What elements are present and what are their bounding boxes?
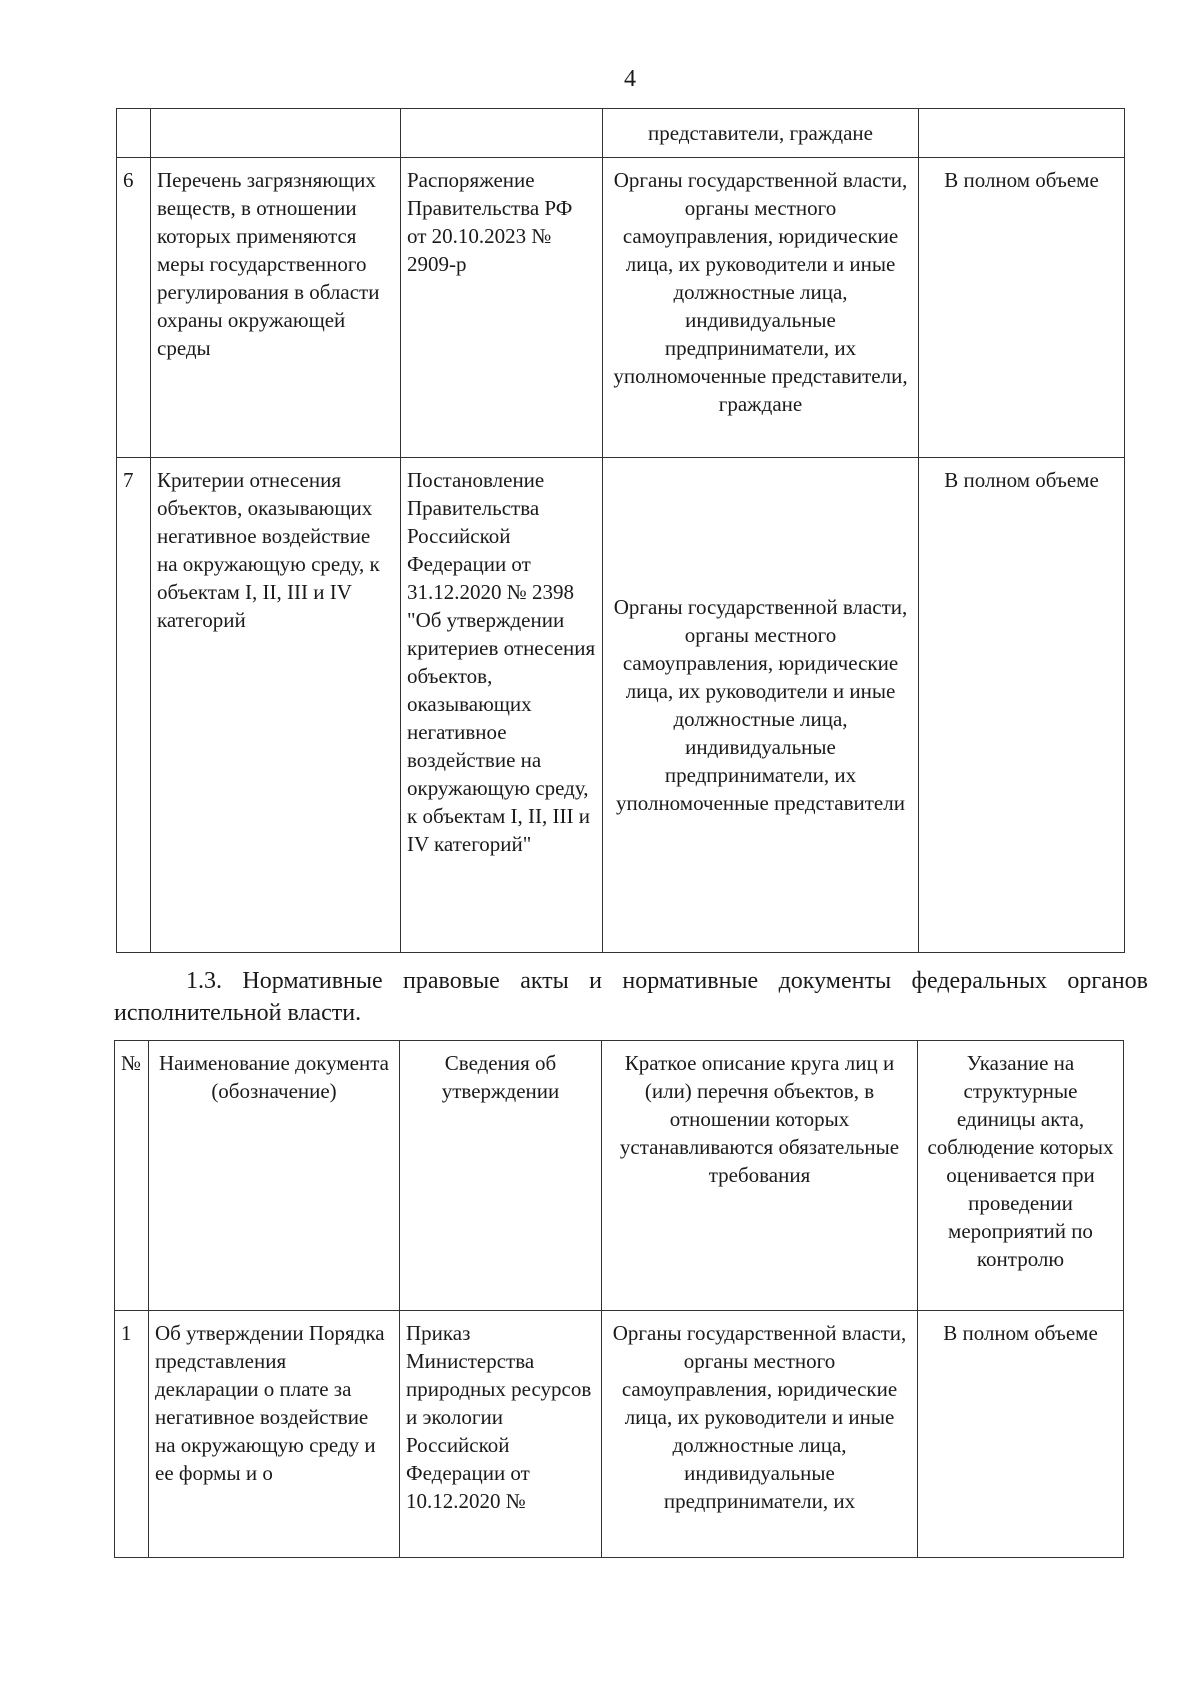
subjects-text: Органы государственной власти, органы местного самоуправления, юридические лица, их руководители и иные должностные лица, индивидуальные предприниматели, их уполномоченные представители (613, 595, 908, 815)
header-subjects-text: Краткое описание круга лиц и (или) перечня объектов, в отношении которых устанавливаются обязательные требования (619, 1051, 900, 1187)
column-header-approval (400, 1041, 602, 1311)
scope-cell (919, 458, 1125, 953)
approval-info-cell (400, 1311, 602, 1558)
table-row (117, 458, 1125, 953)
column-header-name (149, 1041, 400, 1311)
header-scope-text: Указание на структурные единицы акта, соблюдение которых оценивается при проведении мероприятий по контролю (927, 1051, 1114, 1271)
header-approval-text: Сведения об утверждении (441, 1051, 560, 1103)
document-name-cell (149, 1311, 400, 1558)
row-number: 6 (123, 168, 134, 192)
table-row (117, 109, 1125, 158)
header-number-text: № (121, 1051, 142, 1075)
approval-info: Распоряжение Правительства РФ от 20.10.2023 № 2909-р (407, 168, 573, 276)
approval-info: Постановление Правительства Российской Федерации от 31.12.2020 № 2398 "Об утверждении критериев отнесения объектов, оказывающих негативное воздействие на окружающую среду, к объектам I, II, III и IV категорий" (407, 468, 596, 856)
approval-info-cell (401, 458, 603, 953)
column-header-number (115, 1041, 149, 1311)
approval-info-cell (401, 158, 603, 458)
document-name: Критерии отнесения объектов, оказывающих негативное воздействие на окружающую среду, к объектам I, II, III и IV категорий (157, 468, 380, 632)
requirements-table-continued (116, 108, 1125, 953)
row-number-cell (115, 1311, 149, 1558)
scope-cell (919, 109, 1125, 158)
row-number-cell (117, 109, 151, 158)
row-number: 1 (121, 1321, 132, 1345)
scope-text: В полном объеме (943, 1321, 1098, 1345)
column-header-subjects (602, 1041, 918, 1311)
subjects-text: Органы государственной власти, органы местного самоуправления, юридические лица, их руководители и иные должностные лица, индивидуальные предприниматели, их уполномоченные представители, граждане (613, 168, 908, 416)
subjects-cell (603, 458, 919, 953)
page-number: 4 (624, 66, 636, 92)
subjects-cell (603, 158, 919, 458)
table-header-row (115, 1041, 1124, 1311)
header-name-text: Наименование документа (обозначение) (159, 1051, 389, 1103)
document-name-cell (151, 109, 401, 158)
document-name: Перечень загрязняющих веществ, в отношении которых применяются меры государственного регулирования в области охраны окружающей среды (157, 168, 380, 360)
table-row (117, 158, 1125, 458)
subjects-cell (603, 109, 919, 158)
column-header-scope (918, 1041, 1124, 1311)
scope-cell (919, 158, 1125, 458)
row-number: 7 (123, 468, 134, 492)
document-name-cell (151, 158, 401, 458)
document-name-cell (151, 458, 401, 953)
approval-info-cell (401, 109, 603, 158)
subjects-cell (602, 1311, 918, 1558)
row-number-cell (117, 158, 151, 458)
subjects-text: Органы государственной власти, органы местного самоуправления, юридические лица, их руководители и иные должностные лица, индивидуальные предприниматели, их (612, 1321, 907, 1513)
table-row (115, 1311, 1124, 1558)
scope-text: В полном объеме (944, 468, 1099, 492)
section-heading: 1.3. Нормативные правовые акты и нормативные документы федеральных органов исполнительной власти. (114, 968, 1148, 1026)
approval-info: Приказ Министерства природных ресурсов и экологии Российской Федерации от 10.12.2020 № (406, 1321, 592, 1513)
row-number-cell (117, 458, 151, 953)
federal-acts-table (114, 1040, 1124, 1558)
subjects-text: представители, граждане (648, 121, 873, 145)
scope-text: В полном объеме (944, 168, 1099, 192)
scope-cell (918, 1311, 1124, 1558)
document-name: Об утверждении Порядка представления декларации о плате за негативное воздействие на окружающую среду и ее формы и о (155, 1321, 385, 1485)
